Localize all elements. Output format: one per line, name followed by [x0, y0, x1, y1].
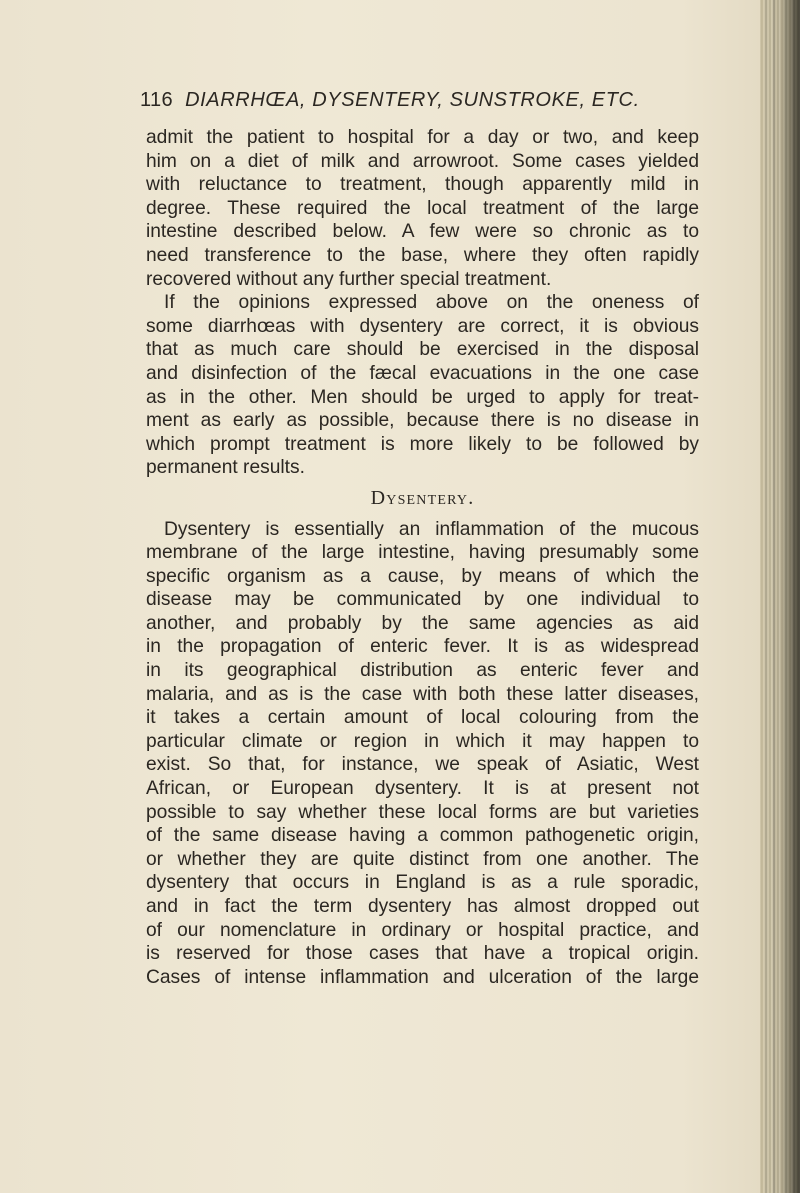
- text-line: specific organism as a cause, by means of which the: [146, 565, 699, 587]
- text-line: If the opinions expressed above on the oneness of: [164, 292, 699, 314]
- text-line: ment as early as possible, because there is no disease in: [146, 410, 699, 432]
- text-line: dysentery that occurs in England is as a rule sporadic,: [146, 872, 699, 894]
- text-line: of our nomenclature in ordinary or hospital practice, and: [146, 919, 699, 941]
- text-line: particular climate or region in which it may happen to: [146, 730, 699, 752]
- text-line: and disinfection of the fæcal evacuations in the one case: [146, 362, 699, 384]
- text-line: degree. These required the local treatment of the large: [146, 197, 699, 219]
- text-line: with reluctance to treatment, though apparently mild in: [146, 174, 699, 196]
- text-line: which prompt treatment is more likely to be followed by: [146, 433, 699, 455]
- text-line: that as much care should be exercised in the disposal: [146, 339, 699, 361]
- text-line: need transference to the base, where they often rapidly: [146, 244, 699, 266]
- text-line: or whether they are quite distinct from one another. The: [146, 848, 699, 870]
- text-line: membrane of the large intestine, having presumably some: [146, 542, 699, 564]
- body-text: [146, 126, 699, 989]
- text-line: Dysentery is essentially an inflammation of the mucous: [164, 518, 699, 540]
- text-line: permanent results.: [146, 457, 305, 479]
- text-line: some diarrhœas with dysentery are correct, it is obvious: [146, 315, 699, 337]
- running-head: [140, 89, 700, 112]
- text-line: and in fact the term dysentery has almost dropped out: [146, 896, 699, 917]
- text-line: as in the other. Men should be urged to apply for treat-: [146, 386, 699, 408]
- text-line: recovered without any further special treatment.: [146, 268, 552, 290]
- text-line: in the propagation of enteric fever. It is as widespread: [146, 636, 699, 658]
- text-line: him on a diet of milk and arrowroot. Some cases yielded: [146, 150, 699, 172]
- text-line: it takes a certain amount of local colouring from the: [146, 707, 699, 729]
- text-line: possible to say whether these local forms are but varieties: [146, 801, 699, 823]
- text-line: of the same disease having a common pathogenetic origin,: [146, 825, 699, 847]
- section-heading: Dysentery.: [370, 486, 475, 509]
- text-line: in its geographical distribution as enteric fever and: [146, 660, 699, 682]
- text-line: another, and probably by the same agencies as aid: [146, 612, 699, 634]
- page-number: 116: [140, 89, 174, 111]
- text-line: African, or European dysentery. It is at present not: [146, 778, 699, 800]
- text-line: is reserved for those cases that have a tropical origin.: [146, 943, 699, 965]
- text-line: exist. So that, for instance, we speak of Asiatic, West: [146, 754, 699, 776]
- text-line: intestine described below. A few were so chronic as to: [146, 221, 699, 243]
- text-line: Cases of intense inflammation and ulceration of the large: [146, 966, 699, 988]
- text-line: admit the patient to hospital for a day or two, and keep: [146, 127, 699, 148]
- text-line: malaria, and as is the case with both these latter diseases,: [146, 683, 699, 705]
- paragraph: [146, 291, 699, 480]
- running-head-title: DIARRHŒA, DYSENTERY, SUNSTROKE, ETC.: [185, 89, 640, 111]
- page-edge-shadow: [778, 0, 800, 1193]
- paragraph: [146, 518, 699, 990]
- text-line: disease may be communicated by one individual to: [146, 589, 699, 611]
- paragraph: [146, 126, 699, 291]
